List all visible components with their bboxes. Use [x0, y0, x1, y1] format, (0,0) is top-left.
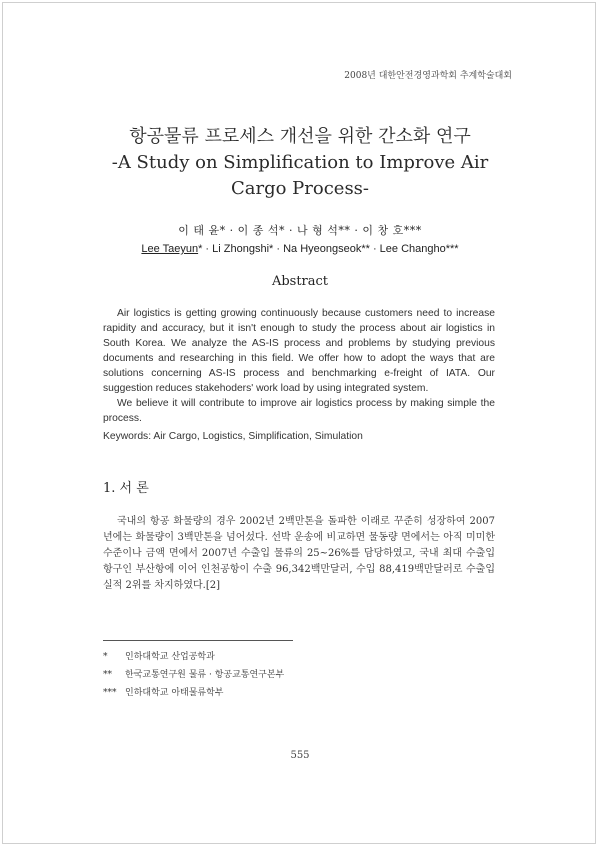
authors-english	[100, 240, 500, 258]
introduction-paragraph: 국내의 항공 화물량의 경우 2002년 2백만톤을 돌파한 이래로 꾸준히 성장하여 2007년에는 화물량이 3백만톤을 넘어섰다. 선박 운송에 비교하면 물동량 면에서는 아직 미미한 수준이나 금액 면에서 2007년 수출입 물류의 25~26%를 담당하였고, 국내 최대 수출입 항구인 부산항에 이어 인천공항이 수출 96,342백만달러, 수입 88,419백만달러로 수출입 실적 2위를 차지하였다.[2]	[103, 516, 495, 591]
abstract-paragraph-1: Air logistics is getting growing continuously because customers need to increase rapidity and accuracy, but it isn't enough to study the process about air logistics in South Korea. We analyze the AS-IS process and problems by studying previous documents and researching in this field. We offer how to adopt the ways that are solutions concerning AS-IS process and benchmarking e-freight of IATA. Our suggestion reduces stakehoders' work load by using integrated system.	[103, 308, 495, 394]
abstract-body	[103, 306, 495, 426]
authors-english-rest: * · Li Zhongshi* · Na Hyeongseok** · Lee Changho***	[198, 243, 459, 255]
section-body-introduction	[103, 514, 495, 594]
running-header: 2008년 대한안전경영과학회 추계학술대회	[344, 71, 512, 81]
title-english-line1: -A Study on Simplification to Improve Air	[111, 152, 489, 173]
abstract-paragraph-2: We believe it will contribute to improve air logistics process by making simple the process.	[103, 398, 495, 424]
footnote-item	[103, 684, 284, 702]
footnote-text: 인하대학교 아태물류학부	[125, 688, 224, 698]
footnotes	[103, 648, 284, 702]
abstract-heading: Abstract	[271, 274, 329, 289]
footnote-item	[103, 666, 284, 684]
footnote-mark: **	[103, 670, 112, 680]
footnote-mark: *	[103, 652, 108, 662]
keywords: Keywords: Air Cargo, Logistics, Simplification, Simulation	[103, 431, 363, 442]
footnote-mark: ***	[103, 688, 117, 698]
footnote-text: 인하대학교 산업공학과	[125, 652, 215, 662]
authors-korean: 이 태 윤* · 이 종 석* · 나 형 석** · 이 창 호***	[178, 224, 422, 237]
section-heading-introduction: 1. 서 론	[103, 481, 149, 496]
title-korean: 항공물류 프로세스 개선을 위한 간소화 연구	[129, 126, 471, 147]
footnote-divider	[103, 640, 293, 641]
footnote-item	[103, 648, 284, 666]
title-english-line2: Cargo Process-	[230, 178, 370, 199]
paper-title	[90, 124, 510, 202]
page-number: 555	[290, 750, 310, 761]
footnote-text: 한국교통연구원 물류 · 항공교통연구본부	[125, 670, 285, 680]
first-author-name: Lee Taeyun	[141, 243, 199, 255]
author-block	[100, 222, 500, 258]
